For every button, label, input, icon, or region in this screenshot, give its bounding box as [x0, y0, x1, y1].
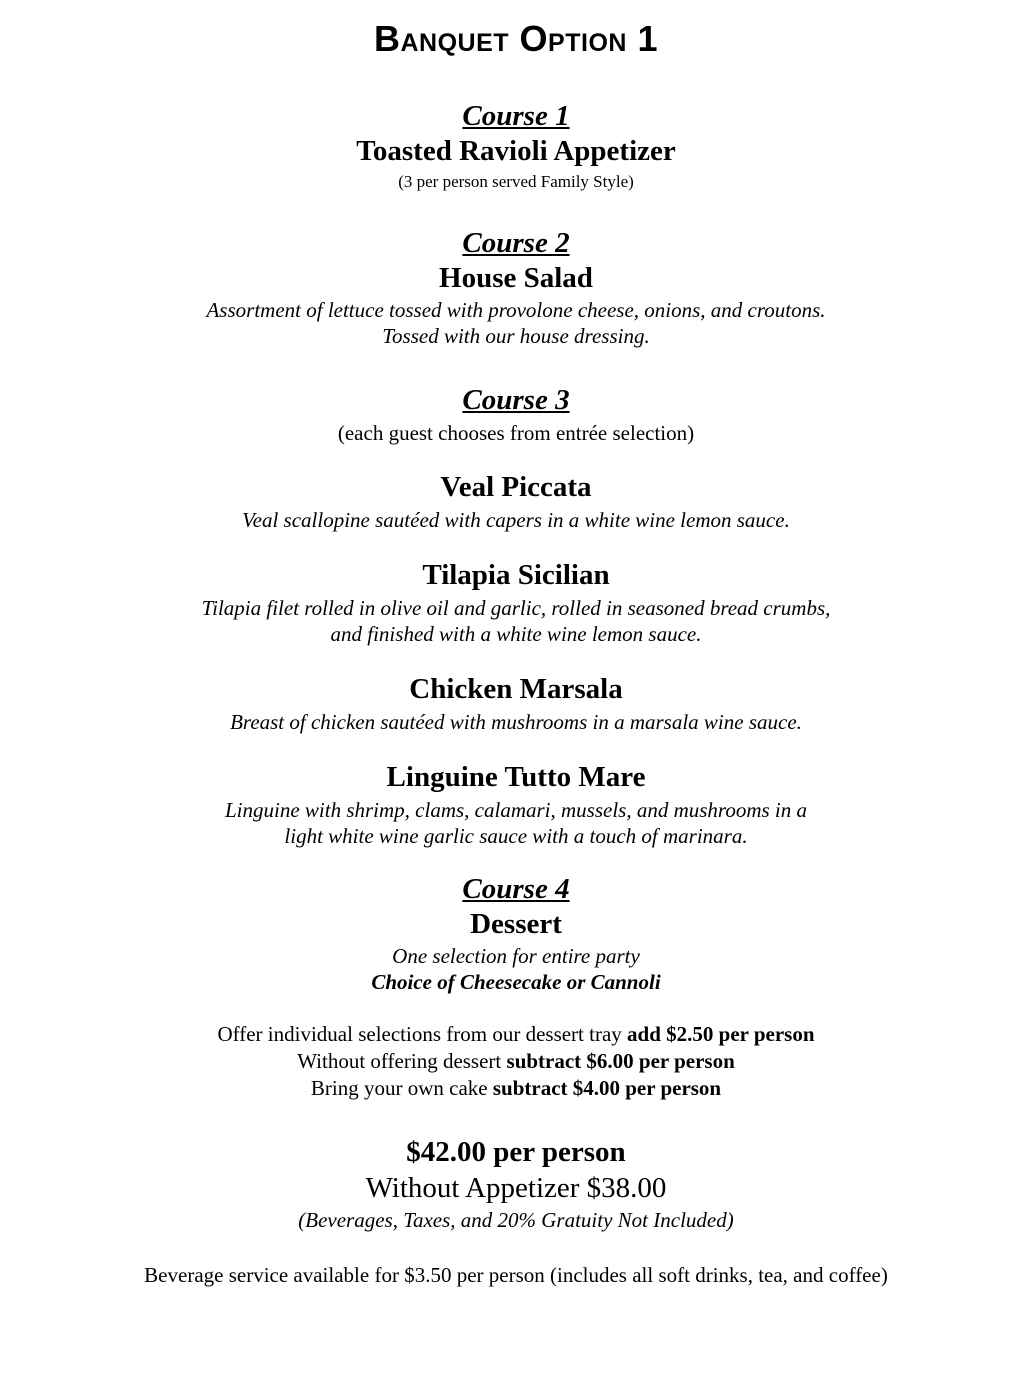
- entree-desc: Breast of chicken sautéed with mushrooms in a marsala wine sauce.: [230, 710, 802, 734]
- entree-desc: Linguine with shrimp, clams, calamari, mussels, and mushrooms in a: [224, 798, 807, 822]
- dessert-option-text: Bring your own cake: [310, 1076, 493, 1100]
- course-2-desc-line-2: Tossed with our house dressing.: [382, 324, 650, 348]
- dessert-option-price: subtract $4.00 per person: [492, 1076, 722, 1100]
- entree-desc: and finished with a white wine lemon sauce.: [330, 622, 702, 646]
- dessert-option-text: Offer individual selections from our dessert tray: [217, 1022, 628, 1046]
- dessert-option: [0, 1022, 1032, 1047]
- dessert-option: [0, 1076, 1032, 1101]
- course-1-heading: Course 1: [462, 100, 570, 132]
- entree-desc: Tilapia filet rolled in olive oil and garlic, rolled in seasoned bread crumbs,: [201, 596, 831, 620]
- course-2-desc-line-1: Assortment of lettuce tossed with provolone cheese, onions, and croutons.: [206, 298, 826, 322]
- entree-name: Tilapia Sicilian: [422, 559, 610, 591]
- course-2-heading: Course 2: [462, 227, 570, 259]
- course-4-desc-line-2: Choice of Cheesecake or Cannoli: [371, 970, 661, 994]
- page-title: Banquet Option 1: [374, 18, 658, 59]
- price-without-appetizer: Without Appetizer $38.00: [365, 1172, 667, 1204]
- course-1-note: (3 per person served Family Style): [398, 172, 634, 191]
- course-2-dish: House Salad: [439, 262, 593, 294]
- dessert-option-price: add $2.50 per person: [627, 1022, 815, 1046]
- entree-name: Veal Piccata: [440, 471, 592, 503]
- beverage-note: Beverage service available for $3.50 per person (includes all soft drinks, tea, and coffee): [144, 1263, 888, 1287]
- course-3-note: (each guest chooses from entrée selection): [337, 421, 695, 445]
- price-exclusions: (Beverages, Taxes, and 20% Gratuity Not Included): [298, 1208, 734, 1232]
- entree-name: Linguine Tutto Mare: [386, 761, 646, 793]
- dessert-option-text: Without offering dessert: [297, 1049, 507, 1073]
- course-1-dish: Toasted Ravioli Appetizer: [356, 135, 676, 167]
- dessert-option: [0, 1049, 1032, 1074]
- entree-name: Chicken Marsala: [409, 673, 623, 705]
- price-per-person: $42.00 per person: [406, 1136, 626, 1168]
- course-3-heading: Course 3: [462, 384, 570, 416]
- dessert-option-price: subtract $6.00 per person: [506, 1049, 735, 1073]
- course-4-heading: Course 4: [462, 873, 570, 905]
- entree-desc: light white wine garlic sauce with a touch of marinara.: [284, 824, 748, 848]
- course-4-dish: Dessert: [470, 908, 562, 940]
- course-4-desc-line-1: One selection for entire party: [392, 944, 640, 968]
- entree-desc: Veal scallopine sautéed with capers in a white wine lemon sauce.: [242, 508, 790, 532]
